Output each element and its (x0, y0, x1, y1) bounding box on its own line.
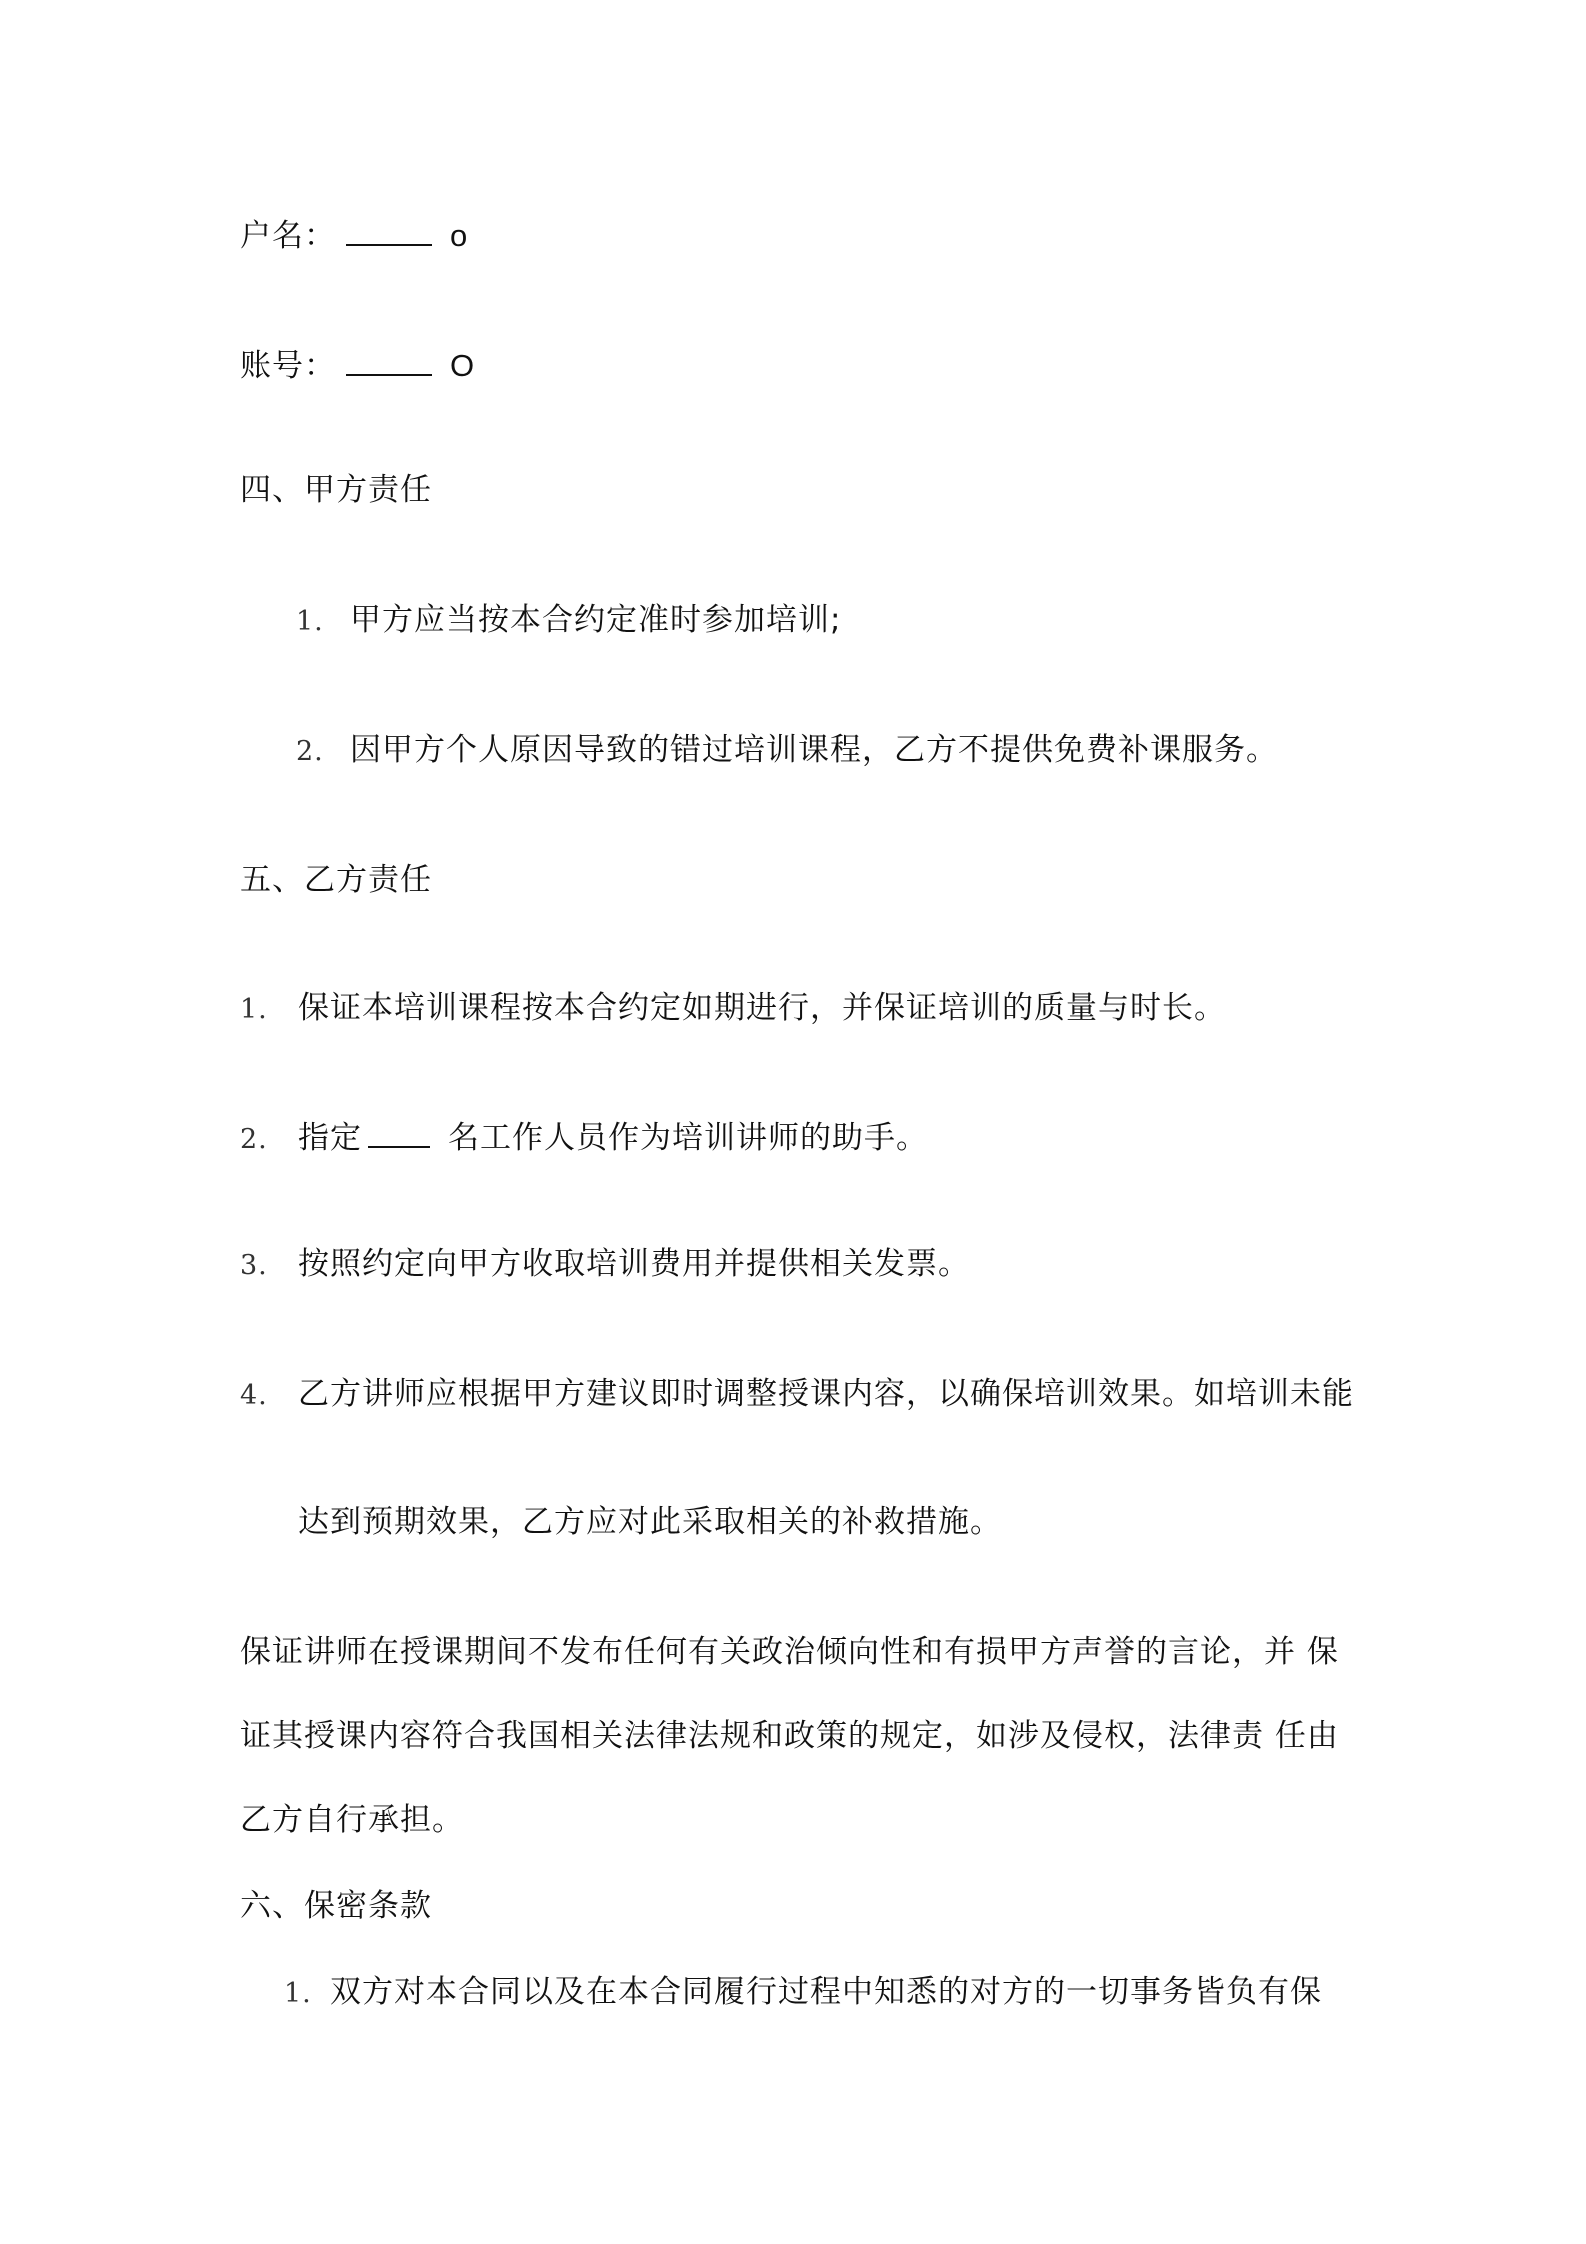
assistant-count-blank (368, 1116, 430, 1148)
item-number: 1. (296, 606, 324, 637)
item-text: 保证本培训课程按本合约定如期进行，并保证培训的质量与时长。 (298, 990, 1226, 1026)
account-number-line (240, 344, 475, 386)
section-5-item-4-continuation: 达到预期效果，乙方应对此采取相关的补救措施。 (298, 1504, 1002, 1540)
item-text-before-blank: 指定 (298, 1120, 362, 1156)
item-text: 因甲方个人原因导致的错过培训课程，乙方不提供免费补课服务。 (350, 732, 1278, 768)
item-text: 甲方应当按本合约定准时参加培训; (350, 602, 842, 638)
section-5-item-3 (240, 1244, 970, 1286)
item-number: 2. (296, 736, 324, 767)
account-name-label: 户名： (240, 218, 336, 254)
account-number-blank (346, 344, 432, 376)
section-6-item-1 (284, 1972, 1322, 2014)
paragraph-line: 证其授课内容符合我国相关法律法规和政策的规定，如涉及侵权，法律责 任由 (240, 1718, 1339, 1754)
section-5-item-4 (240, 1374, 1354, 1416)
account-number-mark: O (450, 348, 476, 383)
item-number: 1. (240, 994, 268, 1025)
paragraph-line: 乙方自行承担。 (240, 1802, 464, 1838)
account-number-label: 账号： (240, 348, 336, 384)
section-6-heading: 六、保密条款 (240, 1888, 432, 1924)
section-4-item-2 (296, 730, 1278, 772)
account-name-mark: o (450, 218, 469, 253)
item-text: 乙方讲师应根据甲方建议即时调整授课内容，以确保培训效果。如培训未能 (298, 1376, 1354, 1412)
section-5-item-2 (240, 1116, 928, 1160)
item-text: 按照约定向甲方收取培训费用并提供相关发票。 (298, 1246, 970, 1282)
section-4-item-1 (296, 600, 841, 642)
item-number: 1. (284, 1978, 312, 2009)
section-5-item-1 (240, 988, 1226, 1030)
item-number: 2. (240, 1124, 268, 1155)
item-number: 3. (240, 1250, 268, 1281)
item-text-after-blank: 名工作人员作为培训讲师的助手。 (448, 1120, 928, 1156)
paragraph-line: 保证讲师在授课期间不发布任何有关政治倾向性和有损甲方声誉的言论，并 保 (240, 1634, 1339, 1670)
account-name-blank (346, 214, 432, 246)
item-number: 4. (240, 1380, 268, 1411)
account-name-line (240, 214, 468, 256)
section-4-heading: 四、甲方责任 (240, 472, 432, 508)
item-text: 双方对本合同以及在本合同履行过程中知悉的对方的一切事务皆负有保 (330, 1974, 1322, 2010)
section-5-heading: 五、乙方责任 (240, 862, 432, 898)
